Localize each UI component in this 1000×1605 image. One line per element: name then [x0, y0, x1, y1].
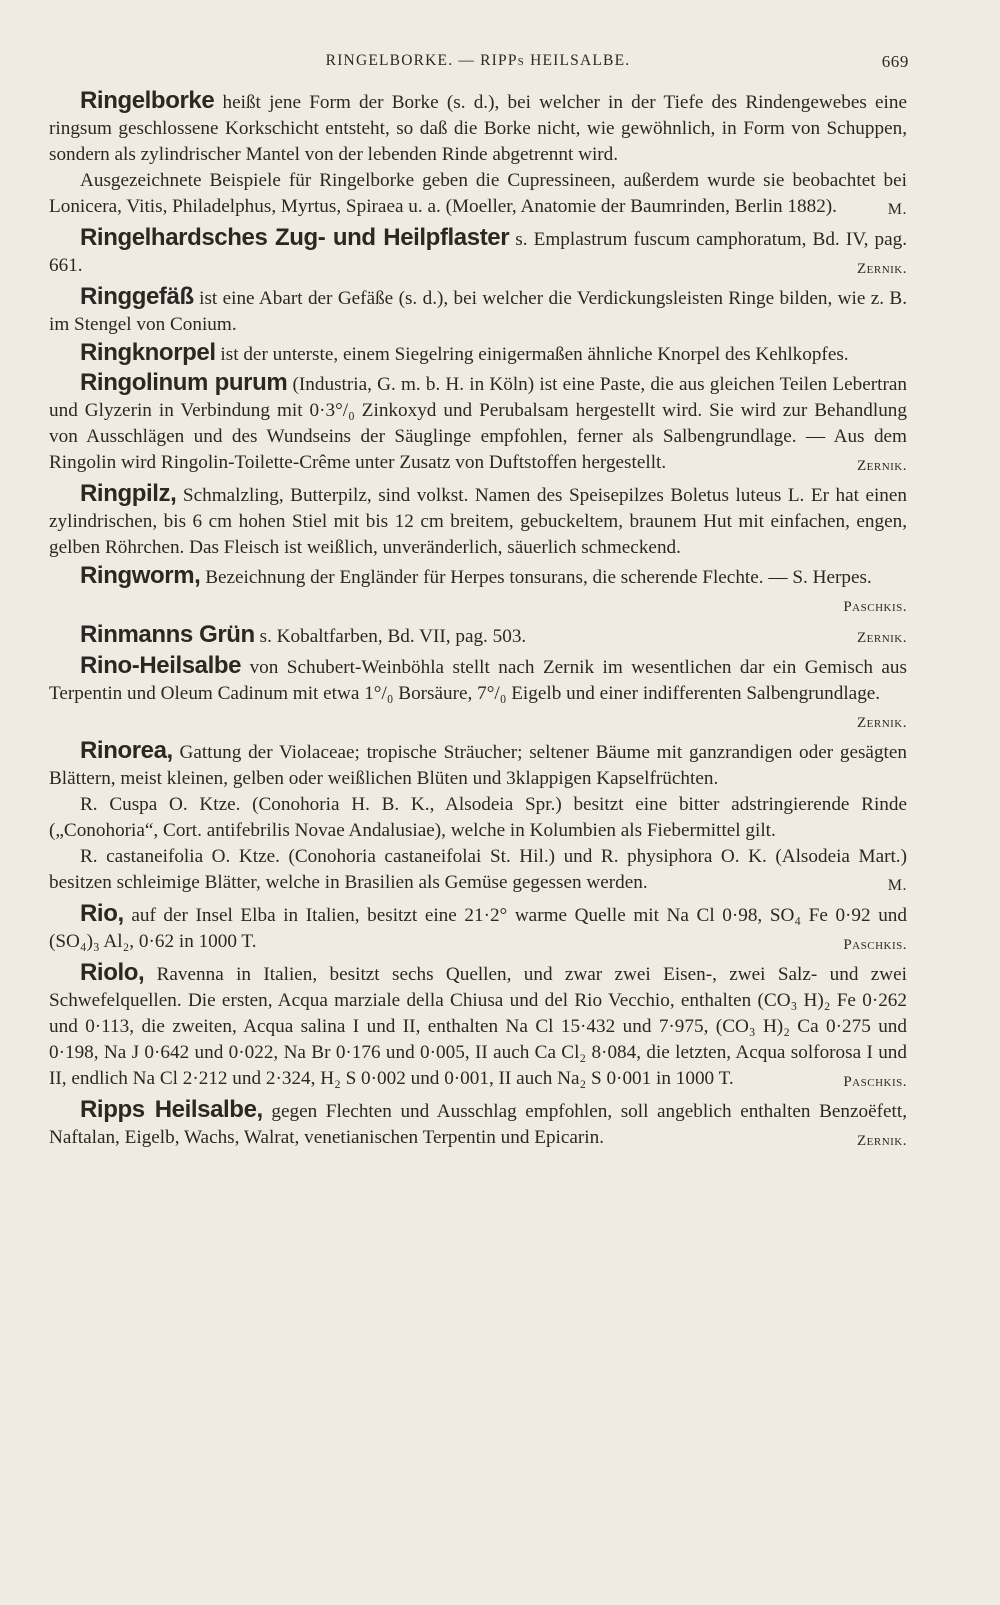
entry-riolo — [49, 960, 907, 1095]
lemma: Ringworm, — [80, 562, 201, 589]
dictionary-body — [49, 88, 907, 1154]
author-signature: Zernik. — [856, 261, 907, 277]
entry-text: auf der Insel Elba in Italien, besitzt eine 21·2° warme Quelle mit Na Cl 0·98, SO₄ Fe 0·92 und (SO₄)₃ Al₂, 0·62 in 1000 T. — [49, 905, 907, 952]
lemma: Rino-Heilsalbe — [80, 652, 242, 679]
entry-ringworm — [49, 563, 907, 620]
entry-text: Gattung der Violaceae; tropische Sträucher; seltener Bäume mit ganzrandigen oder gesägten Blättern, meist kleinen, gelben oder weißlichen Blüten und 3klappigen Kapselfrüchten. — [49, 742, 907, 789]
lemma: Ringelhardsches Zug- und Heilpflaster — [80, 224, 510, 251]
entry-text: Ravenna in Italien, besitzt sechs Quellen, und zwar zwei Eisen-, zwei Salz- und zwei Schwefelquellen. Die ersten, Acqua marziale della Chiusa und del Rio Vecchio, enthalten (CO₃ H)₂ Fe 0·262 und 0·113, die zweiten, Acqua salina I und II, enthalten Na Cl 15·432 und 7·975, (CO₃ H)₂ Ca 0·275 und 0·198, Na J 0·642 und 0·022, Na Br 0·176 und 0·005, II auch Ca Cl₂ 8·084, die letzten, Acqua solforosa I und II, endlich Na Cl 2·212 und 2·324, H₂ S 0·002 und 0·001, II auch Na₂ S 0·001 in 1000 T. — [49, 964, 907, 1089]
entry-text: Bezeichnung der Engländer für Herpes tonsurans, die scherende Flechte. — S. Herpes. — [200, 567, 872, 588]
running-title: RINGELBORKE. — RIPPs HEILSALBE. — [325, 52, 631, 69]
lemma: Ringknorpel — [80, 339, 216, 366]
author-signature: Zernik. — [856, 715, 907, 731]
entry-rinorea — [49, 738, 907, 899]
entry-rinmanns-gruen — [49, 622, 907, 651]
lemma: Riolo, — [80, 959, 145, 986]
author-signature: Zernik. — [856, 458, 907, 474]
author-signature: M. — [887, 877, 907, 894]
lemma: Ringelborke — [80, 87, 215, 114]
lemma: Ripps Heilsalbe, — [80, 1096, 263, 1123]
entry-text: ist der unterste, einem Siegelring einigermaßen ähnliche Knorpel des Kehlkopfes. — [215, 344, 849, 365]
entry-text: Schmalzling, Butterpilz, sind volkst. Namen des Speisepilzes Boletus luteus L. Er hat einen zylindrischen, bis 6 cm hohen Stiel mit bis 12 cm breitem, gebuckeltem, braunem Hut mit einfachen, engen, gelben Röhrchen. Das Fleisch ist weißlich, unveränderlich, säuerlich schmeckend. — [49, 485, 907, 558]
entry-text: s. Kobaltfarben, Bd. VII, pag. 503. — [254, 626, 527, 647]
author-signature: Paschkis. — [843, 937, 907, 953]
lemma: Ringgefäß — [80, 283, 194, 310]
entry-rino-heilsalbe — [49, 653, 907, 736]
lemma: Ringpilz, — [80, 480, 177, 507]
entry-ringolinum — [49, 370, 907, 479]
entry-text: Ausgezeichnete Beispiele für Ringelborke geben die Cupressineen, außerdem wurde sie beobachtet bei Lonicera, Vitis, Philadelphus, Myrtus, Spiraea u. a. (Moeller, Anatomie der Baumrinden, Berlin 1882). — [49, 170, 907, 217]
lemma: Rinorea, — [80, 737, 173, 764]
entry-text: s. Emplastrum fuscum camphoratum, Bd. IV, pag. 661. — [49, 229, 907, 276]
entry-ringelborke — [49, 88, 907, 223]
author-signature: M. — [887, 201, 907, 218]
entry-text: R. castaneifolia O. Ktze. (Conohoria castaneifolai St. Hil.) und R. physiphora O. K. (Alsodeia Mart.) besitzen schleimige Blätter, welche in Brasilien als Gemüse gegessen werden. — [49, 846, 907, 893]
entry-text: R. Cuspa O. Ktze. (Conohoria H. B. K., Alsodeia Spr.) besitzt eine bitter adstringierende Rinde („Conohoria“, Cort. antifebrilis Novae Andalusiae), welche in Kolumbien als Fiebermittel gilt. — [49, 794, 907, 841]
entry-ringgefaess — [49, 284, 907, 338]
lemma: Rinmanns Grün — [80, 621, 255, 648]
author-signature: Zernik. — [856, 630, 907, 646]
entry-rio — [49, 901, 907, 958]
author-signature: Zernik. — [856, 1133, 907, 1149]
running-head — [49, 44, 907, 74]
entry-ripps-heilsalbe — [49, 1097, 907, 1154]
entry-text: von Schubert-Weinböhla stellt nach Zernik im wesentlichen dar ein Gemisch aus Terpentin und Oleum Cadinum mit etwa 1°/₀ Borsäure, 7°/₀ Eigelb und einer indifferenten Salbengrundlage. — [49, 657, 907, 704]
lemma: Rio, — [80, 900, 124, 927]
page-number: 669 — [881, 52, 909, 71]
author-signature: Paschkis. — [843, 1074, 907, 1090]
entry-text: (Industria, G. m. b. H. in Köln) ist eine Paste, die aus gleichen Teilen Lebertran und Glyzerin in Verbindung mit 0·3°/₀ Zinkoxyd und Perubalsam hergestellt wird. Sie wird zur Behandlung von Ausschlägen und des Wundseins der Säuglinge empfohlen, ferner als Salbengrundlage. — Aus dem Ringolin wird Ringolin-Toilette-Crême unter Zusatz von Duftstoffen hergestellt. — [49, 374, 907, 473]
lemma: Ringolinum purum — [80, 369, 288, 396]
entry-text: ist eine Abart der Gefäße (s. d.), bei welcher die Verdickungsleisten Ringe bilden, wie z. B. im Stengel von Conium. — [49, 288, 907, 335]
entry-ringknorpel — [49, 340, 907, 368]
entry-ringelhardsches — [49, 225, 907, 282]
author-signature: Paschkis. — [843, 599, 907, 615]
entry-text: heißt jene Form der Borke (s. d.), bei welcher in der Tiefe des Rindengewebes eine ringsum geschlossene Korkschicht entsteht, so daß die Borke nicht, wie gewöhnlich, in Form von Schuppen, sondern als zylindrischer Mantel von der lebenden Rinde abgetrennt wird. — [49, 92, 907, 165]
entry-text: gegen Flechten und Ausschlag empfohlen, soll angeblich enthalten Benzoëfett, Naftalan, Eigelb, Wachs, Walrat, venetianischen Terpentin und Epicarin. — [49, 1101, 908, 1148]
entry-ringpilz — [49, 481, 907, 561]
